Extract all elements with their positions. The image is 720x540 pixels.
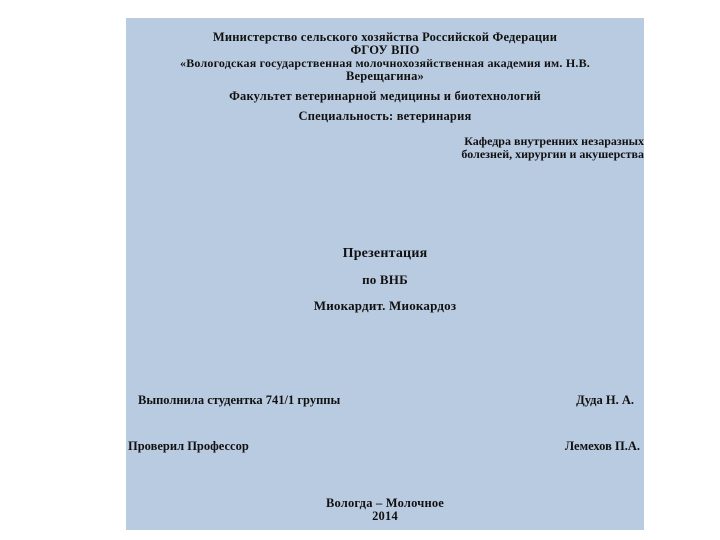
year-line: 2014 — [372, 509, 398, 523]
title-slide — [126, 18, 644, 530]
ministry-line: Министерство сельского хозяйства Российской Федерации — [212, 30, 558, 44]
faculty-line: Факультет ветеринарной медицины и биотехнологий — [229, 89, 541, 103]
presentation-subject: по ВНБ — [362, 272, 408, 287]
institution-line: ФГОУ ВПО — [350, 43, 420, 57]
presentation-title: Презентация — [342, 246, 428, 261]
department-line-1: Кафедра внутренних незаразных — [464, 134, 644, 148]
performed-by-label: Выполнила студентка 741/1 группы — [138, 393, 341, 407]
location-line: Вологда – Молочное — [325, 496, 445, 510]
specialty-line: Специальность: ветеринария — [298, 109, 472, 123]
checked-by-label: Проверил Профессор — [128, 439, 249, 453]
presentation-topic: Миокардит. Миокардоз — [313, 298, 457, 313]
academy-line-1: «Вологодская государственная молочнохозяйственная академия им. Н.В. — [180, 56, 590, 70]
professor-name: Лемехов П.А. — [564, 439, 640, 453]
student-name: Дуда Н. А. — [576, 393, 634, 407]
department-line-2: болезней, хирургии и акушерства — [461, 147, 644, 161]
academy-line-2: Верещагина» — [346, 69, 424, 83]
